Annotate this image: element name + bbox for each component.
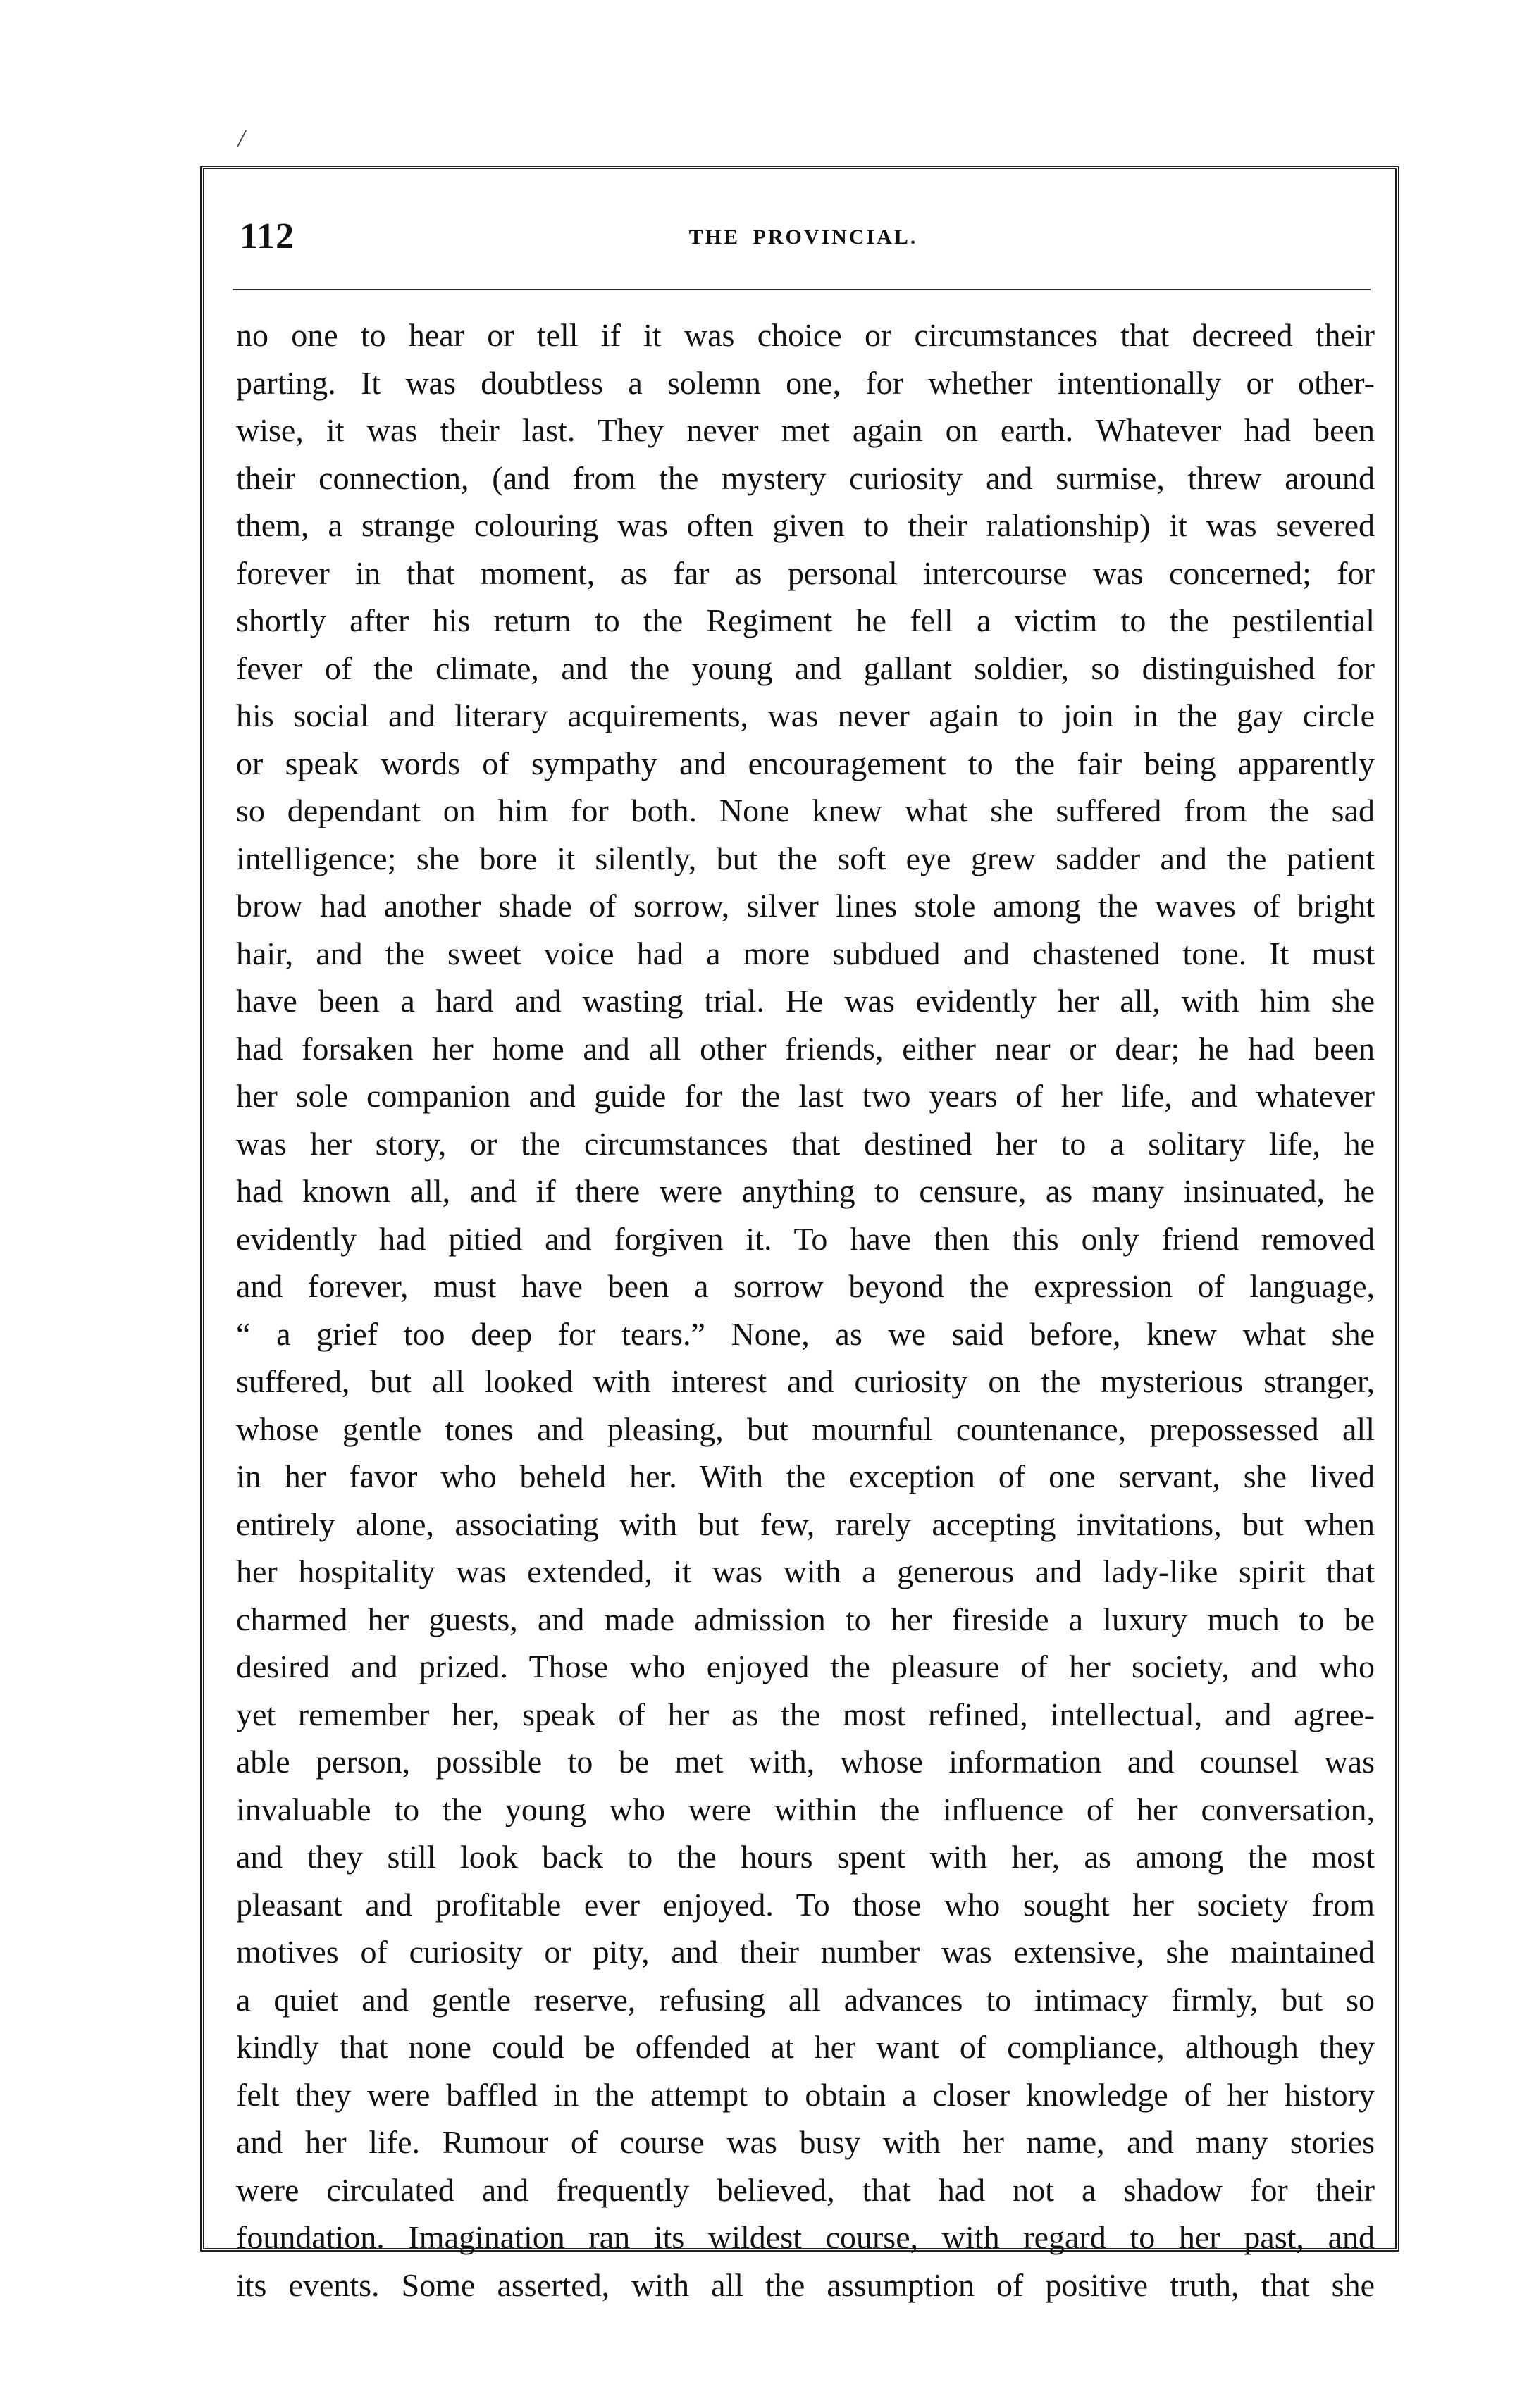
text-line: parting. It was doubtless a solemn one, for whether intentionally or other-: [236, 364, 1375, 401]
text-line: intelligence; she bore it silently, but the soft eye grew sadder and the patient: [236, 840, 1375, 876]
text-line: no one to hear or tell if it was choice or circumstances that decreed their: [236, 317, 1375, 353]
body-text: [236, 311, 1375, 2309]
text-line: foundation. Imagination ran its wildest course, with regard to her past, and: [236, 2219, 1375, 2255]
text-line: brow had another shade of sorrow, silver lines stole among the waves of bright: [236, 888, 1375, 924]
page-number: 112: [240, 216, 295, 256]
text-line: wise, it was their last. They never met again on earth. Whatever had been: [236, 412, 1375, 448]
text-line: or speak words of sympathy and encouragement to the fair being apparently: [236, 745, 1375, 781]
text-line: was her story, or the circumstances that destined her to a solitary life, he: [236, 1125, 1375, 1162]
text-line: her sole companion and guide for the last two years of her life, and whatever: [236, 1078, 1375, 1114]
text-line: its events. Some asserted, with all the assumption of positive truth, that she: [236, 2266, 1375, 2303]
text-line: a quiet and gentle reserve, refusing all advances to intimacy firmly, but so: [236, 1981, 1375, 2018]
text-line: shortly after his return to the Regiment he fell a victim to the pestilential: [236, 602, 1375, 638]
text-line: them, a strange colouring was often given to their ralationship) it was severed: [236, 507, 1375, 543]
text-line: have been a hard and wasting trial. He was evidently her all, with him she: [236, 983, 1375, 1019]
text-line: and forever, must have been a sorrow beyond the expression of language,: [236, 1268, 1375, 1304]
text-line: pleasant and profitable ever enjoyed. To those who sought her society from: [236, 1886, 1375, 1923]
text-line: had forsaken her home and all other friends, either near or dear; he had been: [236, 1030, 1375, 1067]
text-line: his social and literary acquirements, was never again to join in the gay circle: [236, 697, 1375, 733]
text-line: “ a grief too deep for tears.” None, as we said before, knew what she: [236, 1315, 1375, 1352]
text-line: hair, and the sweet voice had a more subdued and chastened tone. It must: [236, 935, 1375, 972]
text-line: in her favor who beheld her. With the exception of one servant, she lived: [236, 1458, 1375, 1494]
text-line: entirely alone, associating with but few, rarely accepting invitations, but when: [236, 1506, 1375, 1542]
text-line: kindly that none could be offended at her want of compliance, although they: [236, 2029, 1375, 2065]
text-line: desired and prized. Those who enjoyed the pleasure of her society, and who: [236, 1649, 1375, 1684]
stray-mark: /: [238, 125, 245, 151]
text-line: whose gentle tones and pleasing, but mournful countenance, prepossessed all: [236, 1410, 1375, 1447]
text-line: able person, possible to be met with, whose information and counsel was: [236, 1744, 1375, 1780]
text-line: and her life. Rumour of course was busy with her name, and many stories: [236, 2124, 1375, 2160]
text-line: invaluable to the young who were within the influence of her conversation,: [236, 1791, 1375, 1827]
text-line: fever of the climate, and the young and gallant soldier, so distinguished for: [236, 650, 1375, 686]
text-line: and they still look back to the hours spent with her, as among the most: [236, 1839, 1375, 1875]
text-line: felt they were baffled in the attempt to obtain a closer knowledge of her history: [236, 2076, 1375, 2113]
text-line: forever in that moment, as far as personal intercourse was concerned; for: [236, 554, 1375, 591]
text-line: their connection, (and from the mystery curiosity and surmise, threw around: [236, 459, 1375, 496]
text-line: her hospitality was extended, it was with a generous and lady-like spirit that: [236, 1553, 1375, 1589]
text-line: charmed her guests, and made admission to her fireside a luxury much to be: [236, 1601, 1375, 1637]
header-rule: [233, 289, 1371, 290]
text-line: yet remember her, speak of her as the most refined, intellectual, and agree-: [236, 1696, 1375, 1732]
text-line: motives of curiosity or pity, and their number was extensive, she maintained: [236, 1934, 1375, 1970]
text-line: evidently had pitied and forgiven it. To have then this only friend removed: [236, 1220, 1375, 1257]
text-line: suffered, but all looked with interest and curiosity on the mysterious stranger,: [236, 1363, 1375, 1399]
page-header: [240, 216, 1367, 265]
text-line: had known all, and if there were anything to censure, as many insinuated, he: [236, 1173, 1375, 1209]
running-title: THE PROVINCIAL.: [688, 225, 918, 249]
text-line: were circulated and frequently believed, that had not a shadow for their: [236, 2171, 1375, 2208]
text-line: so dependant on him for both. None knew what she suffered from the sad: [236, 793, 1375, 828]
